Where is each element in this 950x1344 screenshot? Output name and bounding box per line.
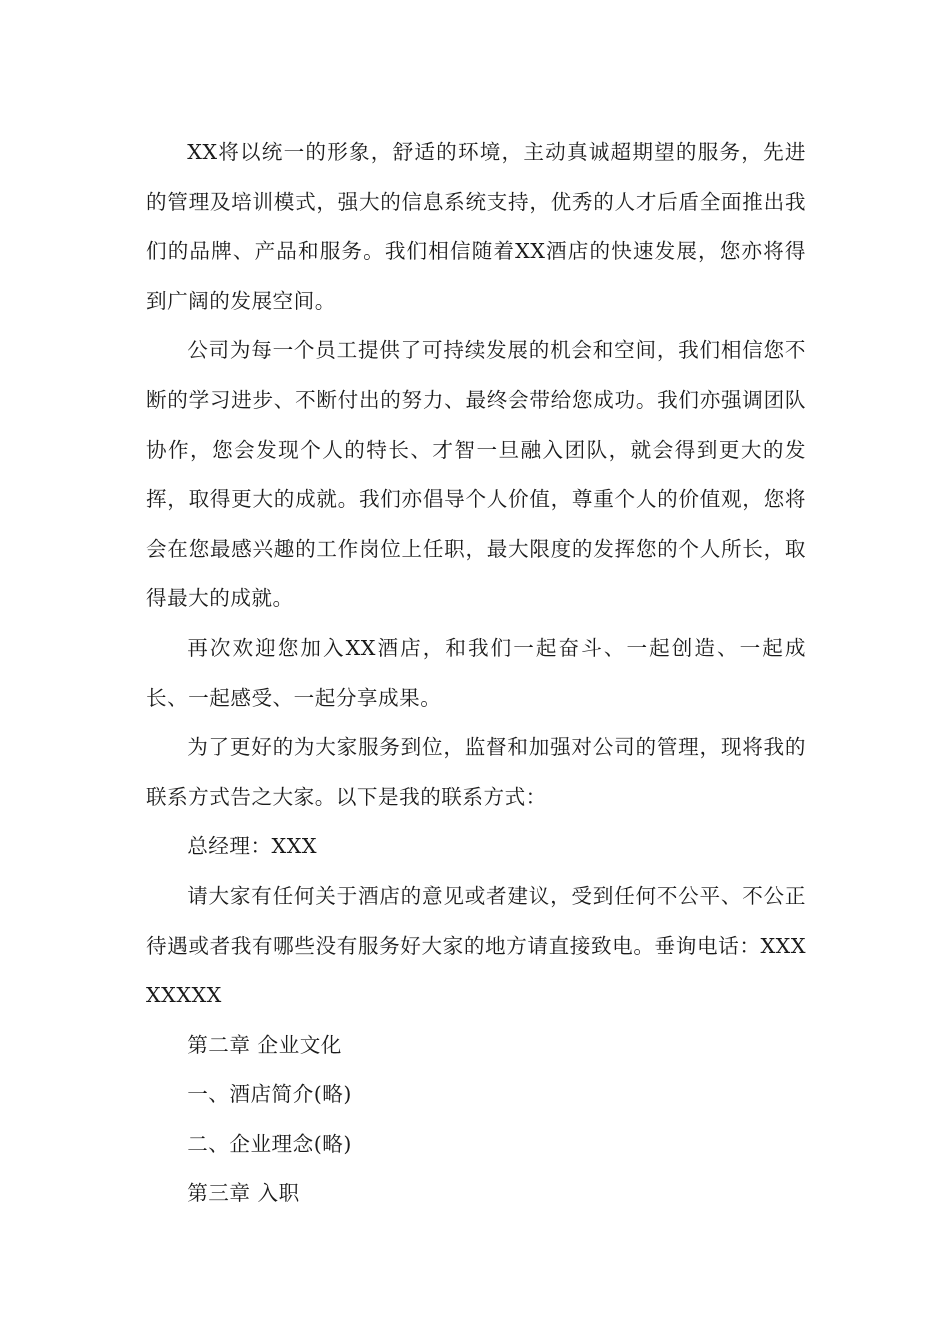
paragraph-welcome-again: 再次欢迎您加入XX酒店，和我们一起奋斗、一起创造、一起成长、一起感受、一起分享成果。	[146, 635, 806, 710]
paragraph-development: 公司为每一个员工提供了可持续发展的机会和空间，我们相信您不断的学习进步、不断付出的努力、最终会带给您成功。我们亦强调团队协作，您会发现个人的特长、才智一旦融入团队，就会得到更大的发挥，取得更大的成就。我们亦倡导个人价值，尊重个人的价值观，您将会在您最感兴趣的工作岗位上任职，最大限度的发挥您的个人所长，取得最大的成就。	[146, 338, 806, 611]
paragraph-contact-intro: 为了更好的为大家服务到位，监督和加强对公司的管理，现将我的联系方式告之大家。以下是我的联系方式：	[146, 735, 806, 809]
paragraph-hotline: 请大家有任何关于酒店的意见或者建议，受到任何不公平、不公正待遇或者我有哪些没有服务好大家的地方请直接致电。垂询电话：XXXXXXXX	[146, 883, 806, 1008]
paragraph-general-manager: 总经理：XXX	[187, 834, 318, 859]
section-hotel-intro: 一、酒店简介(略)	[187, 1082, 352, 1107]
section-corporate-philosophy: 二、企业理念(略)	[187, 1131, 352, 1156]
paragraph-welcome-vision: XX将以统一的形象，舒适的环境，主动真诚超期望的服务，先进的管理及培训模式，强大的信息系统支持，优秀的人才后盾全面推出我们的品牌、产品和服务。我们相信随着XX酒店的快速发展，您亦将得到广阔的发展空间。	[146, 140, 806, 313]
document-body	[146, 128, 806, 1219]
chapter-three-heading: 第三章 入职	[187, 1181, 300, 1206]
chapter-two-heading: 第二章 企业文化	[187, 1032, 342, 1057]
